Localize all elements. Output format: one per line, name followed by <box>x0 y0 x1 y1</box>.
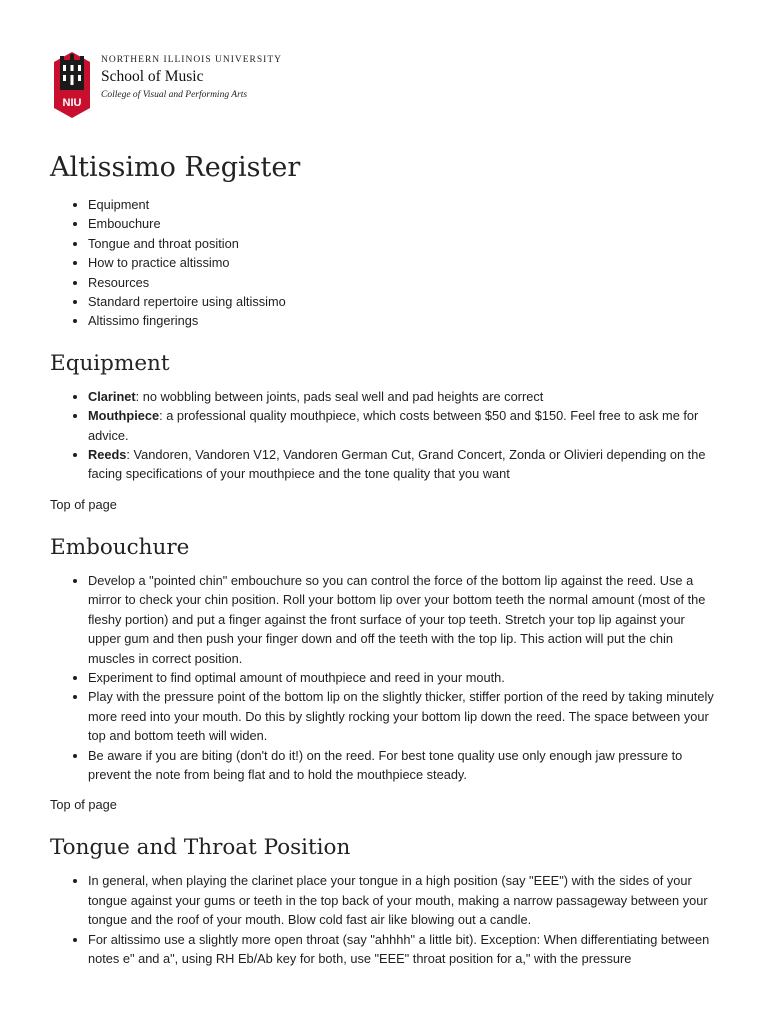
section-heading-embouchure: Embouchure <box>50 534 190 560</box>
toc-link[interactable]: Tongue and throat position <box>88 235 239 251</box>
college-name: College of Visual and Performing Arts <box>101 90 248 100</box>
toc-item-fingerings[interactable] <box>88 311 720 330</box>
svg-text:NIU: NIU <box>62 97 82 109</box>
toc-link[interactable]: How to practice altissimo <box>88 255 230 271</box>
top-of-page-link[interactable]: Top of page <box>50 797 117 813</box>
toc-link[interactable]: Equipment <box>88 197 150 212</box>
item-term: Mouthpiece <box>88 408 160 424</box>
item-term: Clarinet <box>88 388 136 404</box>
list-item <box>88 387 720 406</box>
section-heading-equipment: Equipment <box>50 350 170 376</box>
toc-item-tongue-throat[interactable] <box>88 234 720 253</box>
toc-link[interactable]: Altissimo fingerings <box>88 313 199 329</box>
list-item: • Develop a "pointed chin" embouchure so you can control the force of the bottom lip against the reed. Use a mirror to check your chin position. Roll your bottom lip over your bottom teeth the normal amount (most of the fleshy portion) and put a finger against the front surface of your top teeth. Stretch your top lip against your upper gum and then push your finger down and off the teeth with the top lip. This action will put the chin muscles in correct position. <box>88 571 720 668</box>
school-name[interactable]: School of Music <box>101 68 204 85</box>
item-text: : a professional quality mouthpiece, which costs between $50 and $150. Feel free to ask me for advice. <box>88 408 699 443</box>
embouchure-list <box>50 571 720 784</box>
list-item <box>88 445 720 484</box>
main-content <box>50 150 720 968</box>
niu-tower-logo-icon <box>52 50 92 120</box>
item-text: : no wobbling between joints, pads seal well and pad heights are correct <box>135 388 544 404</box>
item-text: : Vandoren, Vandoren V12, Vandoren German Cut, Grand Concert, Zonda or Olivieri depending on the facing specifications of your mouthpiece and the tone quality that you want <box>88 447 706 482</box>
toc-item-how-to-practice[interactable] <box>88 253 720 272</box>
item-term: Reeds <box>88 447 127 463</box>
site-header <box>52 50 352 122</box>
list-item: • Experiment to find optimal amount of mouthpiece and reed in your mouth. <box>88 668 720 687</box>
list-item: • Be aware if you are biting (don't do it!) on the reed. For best tone quality use only enough jaw pressure to prevent the note from being flat and to hold the mouthpiece steady. <box>88 746 720 785</box>
table-of-contents <box>50 195 720 331</box>
list-item: • In general, when playing the clarinet place your tongue in a high position (say "EEE") with the sides of your tongue against your gums or teeth in the top back of your mouth, making a narrow passageway between your tongue and the roof of your mouth. Blow cold fast air like blowing out a candle. <box>88 871 720 929</box>
toc-link[interactable]: Embouchure <box>88 216 161 232</box>
top-of-page-link[interactable]: Top of page <box>50 496 117 512</box>
toc-item-embouchure[interactable] <box>88 214 720 233</box>
page-title: Altissimo Register <box>50 152 301 183</box>
toc-item-standard-repertoire[interactable] <box>88 292 720 311</box>
list-item: • Play with the pressure point of the bottom lip on the slightly thicker, stiffer portion of the reed by taking minutely more reed into your mouth. Do this by slightly rocking your bottom lip down the reed. The space between your top and bottom teeth will widen. <box>88 687 720 745</box>
section-heading-tongue-throat: Tongue and Throat Position <box>50 835 351 861</box>
university-name: NORTHERN ILLINOIS UNIVERSITY <box>101 55 282 65</box>
list-item <box>88 406 720 445</box>
tongue-throat-list <box>50 871 720 968</box>
toc-link[interactable]: Resources <box>88 274 150 290</box>
toc-link[interactable]: Standard repertoire using altissimo <box>88 294 286 310</box>
equipment-list <box>50 387 720 484</box>
list-item: • For altissimo use a slightly more open throat (say "ahhhh" a little bit). Exception: When differentiating between notes e" and a", using RH Eb/Ab key for both, use "EEE" throat position for a," with the pressure <box>88 930 720 969</box>
brand-text <box>101 54 282 102</box>
toc-item-equipment[interactable] <box>88 195 720 214</box>
toc-item-resources[interactable] <box>88 273 720 292</box>
